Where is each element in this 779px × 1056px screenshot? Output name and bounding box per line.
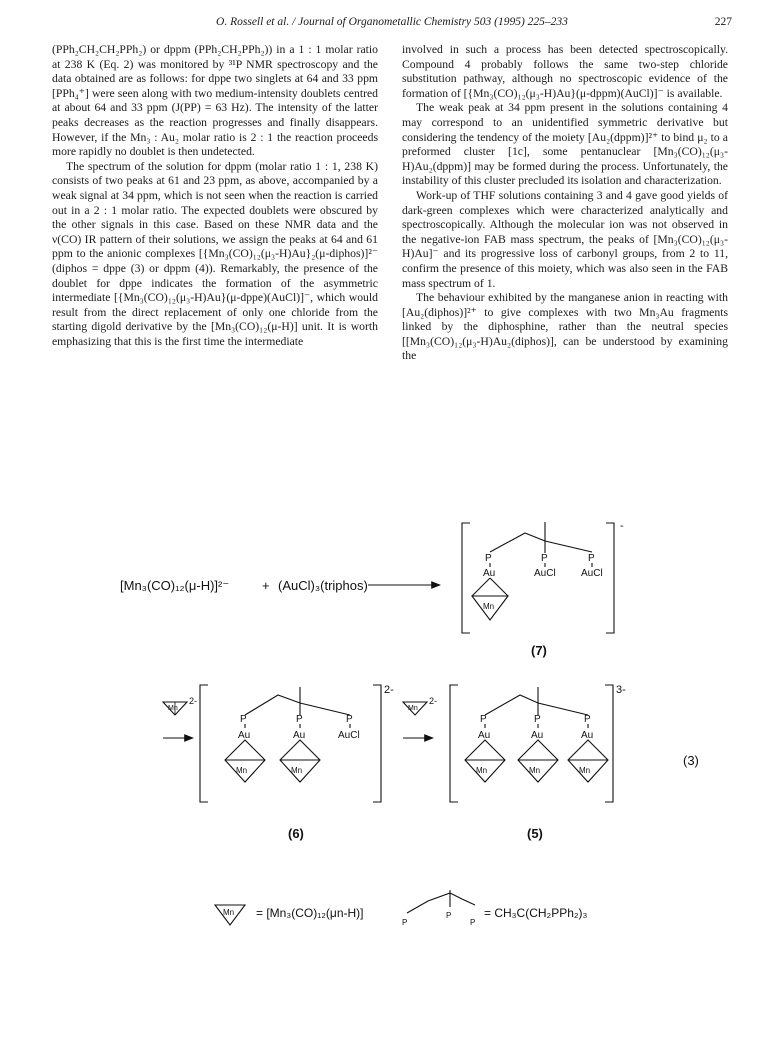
mn-label: Mn [529,766,541,775]
charge-6: 2- [384,684,394,696]
p-label: P [470,918,476,927]
plus-sign: + [262,578,270,593]
mn-label: Mn [168,705,178,712]
scheme-drawing [0,505,779,1056]
p-label: P [588,553,595,564]
paragraph: The weak peak at 34 ppm present in the solutions containing 4 may correspond to an unidentified symmetric derivative but considering the tendency of the moiety [Au₂(dppm)]²⁺ to bind μ₂ to a preformed cluster [1c], some pentanuclear [Mn₃(CO)₁₂(μ₃-H)Au₂(dppm)] may be formed during the process. Unfortunately, the instability of this cluster precluded its isolation and characterization. [402,101,728,188]
equation-number: (3) [683,753,699,768]
p-label: P [446,911,452,920]
mn-label: Mn [236,766,248,775]
left-column [52,43,378,349]
anion-charge: 2- [189,696,198,706]
reactant-formula: [Mn₃(CO)₁₂(μ-H)]²⁻ [120,578,230,593]
mn-label: Mn [483,602,495,611]
aucl-label: AuCl [581,568,603,579]
au-label: Au [581,730,594,741]
aucl-label: AuCl [534,568,556,579]
p-label: P [485,553,492,564]
compound-label-7: (7) [531,643,547,658]
charge-5: 3- [616,684,626,696]
au-label: Au [478,730,491,741]
p-label: P [541,553,548,564]
p-label: P [584,714,591,725]
paragraph: The behaviour exhibited by the manganese anion in reacting with [Au₂(diphos)]²⁺ to give complexes with two Mn₃Au fragments linked by the diphosphine, rather than the neutral species [[Mn₃(CO)₁₂(μ₃-H)Au₂(diphos)], can be understood by examining the [402,291,728,363]
right-column [402,43,728,364]
paragraph: (PPh₂CH₂CH₂PPh₂) or dppm (PPh₂CH₂PPh₂)) in a 1 : 1 molar ratio at 238 K (Eq. 2) was monitored by ³¹P NMR spectroscopy and the data obtained are as follows: for dppe two singlets at 64 and 33 ppm [PPh₄⁺] were seen along with two medium-intensity doublets centred at about 64 and 33 ppm (J(PP) = 63 Hz). The intensity of the latter peaks decreases as the reaction progresses and finally disappears. However, if the Mn₃ : Au₂ molar ratio is 2 : 1 the reaction proceeds more rapidly no doublet is then undetected. [52,43,378,159]
reagent-formula: (AuCl)₃(triphos) [278,578,368,593]
mn-label: Mn [579,766,591,775]
page-number: 227 [714,16,732,28]
charge-7: - [620,520,624,532]
mn-label: Mn [476,766,488,775]
paragraph: Work-up of THF solutions containing 3 and 4 gave good yields of dark-green complexes which were characterized analytically and spectroscopically. Although the molecular ion was not observed in the negative-ion FAB mass spectrum, the peaks of [Mn₃(CO)₁₂(μ₃-H)Au]⁻ and its progressive loss of carbonyl groups, from 2 to 11, confirm the presence of this moiety, which was also seen in the FAB mass spectrum of 1. [402,188,728,290]
legend-triphos-text: = CH₃C(CH₂PPh₂)₃ [484,906,588,920]
legend-cluster-text: = [Mn₃(CO)₁₂(μn-H)] [256,906,364,920]
p-label: P [296,714,303,725]
mn-label: Mn [291,766,303,775]
running-title: O. Rossell et al. / Journal of Organometallic Chemistry 503 (1995) 225–233 [216,16,568,28]
au-label: Au [238,730,251,741]
compound-label-5: (5) [527,826,543,841]
paragraph: The spectrum of the solution for dppm (molar ratio 1 : 1, 238 K) consists of two peaks at 61 and 23 ppm, as above, accompanied by a weak signal at 34 ppm, which is not seen when the reaction is carried out in a 2 : 1 molar ratio. The expected doublets were obscured by the other signals in this case. Based on these NMR data and the ν(CO) IR pattern of their solutions, we assign the peaks at 64 and 61 ppm to the anionic complexes [{Mn₃(CO)₁₂(μ₃-H)Au}₂(μ-diphos)]²⁻ (diphos = dppe (3) or dppm (4)). Remarkably, the presence of the doublet for dppe indicates the formation of the asymmetric intermediate [{Mn₃(CO)₁₂(μ₃-H)Au}(μ-dppe)(AuCl)]⁻, which would result from the direct replacement of only one chloride from the starting digold derivative by the [Mn₃(CO)₁₂(μ-H)] unit. It is worth emphasizing that this is the first time the intermediate [52,159,378,348]
p-label: P [402,918,408,927]
paragraph: involved in such a process has been detected spectroscopically. Compound 4 probably follows the same two-step chloride substitution pathway, although no spectroscopic evidence of the formation of [{Mn₃(CO)₁₂(μ₃-H)Au}(μ-dppm)(AuCl)]⁻ is available. [402,43,728,100]
au-label: Au [531,730,544,741]
p-label: P [240,714,247,725]
au-label: Au [483,568,496,579]
aucl-label: AuCl [338,730,360,741]
compound-label-6: (6) [288,826,304,841]
running-header [52,16,732,32]
p-label: P [480,714,487,725]
anion-charge: 2- [429,696,438,706]
mn-label: Mn [408,705,418,712]
mn-label: Mn [223,908,235,917]
au-label: Au [293,730,306,741]
p-label: P [346,714,353,725]
reaction-scheme [0,505,779,1056]
p-label: P [534,714,541,725]
